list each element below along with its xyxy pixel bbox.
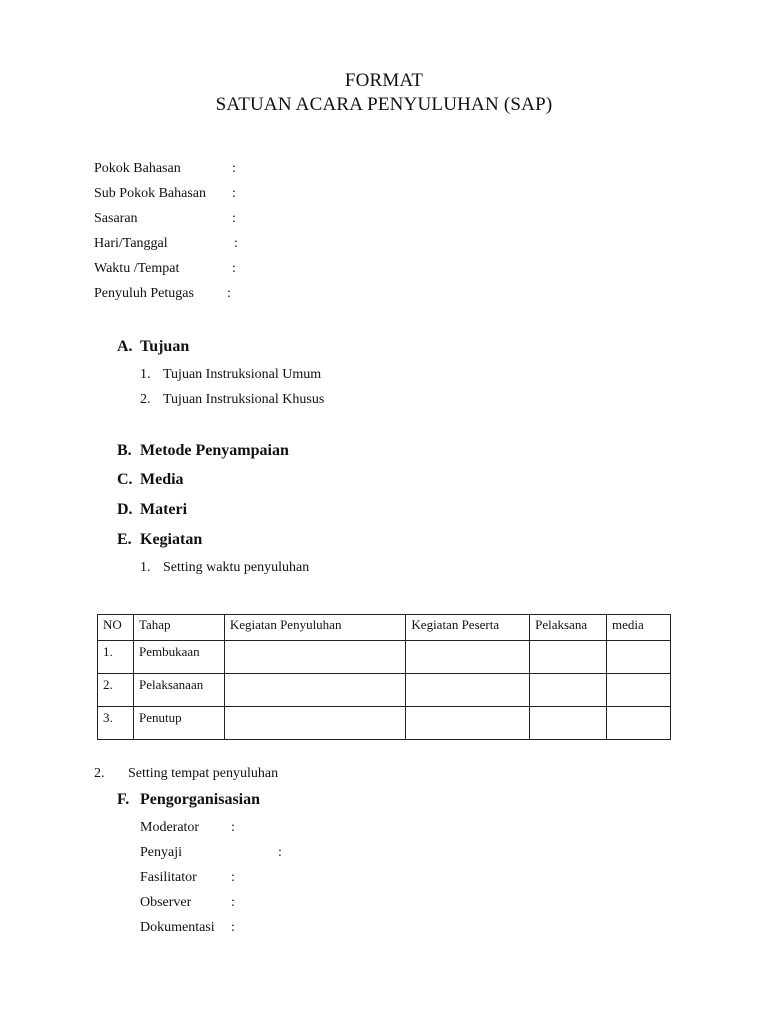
section-letter: B. xyxy=(117,442,132,459)
cell-tahap: Pelaksanaan xyxy=(133,674,224,707)
section-title: Tujuan xyxy=(140,338,190,355)
list-number: 1. xyxy=(140,560,151,575)
field-colon: : xyxy=(232,261,236,276)
column-header-kegiatan-penyuluhan: Kegiatan Penyuluhan xyxy=(224,615,406,641)
cell-no: 1. xyxy=(98,641,134,674)
list-text: Setting waktu penyuluhan xyxy=(163,560,310,575)
cell-empty xyxy=(607,641,671,674)
section-b-heading xyxy=(117,442,289,460)
list-number: 2. xyxy=(94,766,105,781)
column-header-kegiatan-peserta: Kegiatan Peserta xyxy=(406,615,530,641)
section-title: Metode Penyampaian xyxy=(140,442,289,459)
field-label-penyuluh-petugas: Penyuluh Petugas xyxy=(94,286,194,301)
column-header-no: NO xyxy=(98,615,134,641)
list-item-tujuan-umum xyxy=(140,367,321,383)
list-number: 1. xyxy=(140,367,151,382)
cell-empty xyxy=(224,707,406,740)
column-header-pelaksana: Pelaksana xyxy=(530,615,607,641)
field-label-pokok-bahasan: Pokok Bahasan xyxy=(94,161,181,176)
document-title-sap: SATUAN ACARA PENYULUHAN (SAP) xyxy=(215,94,553,115)
org-label-observer: Observer xyxy=(140,895,192,910)
field-colon: : xyxy=(231,895,235,910)
section-letter: D. xyxy=(117,501,133,518)
field-colon: : xyxy=(231,920,235,935)
cell-empty xyxy=(406,641,530,674)
cell-empty xyxy=(224,641,406,674)
activity-table xyxy=(97,614,671,740)
field-label-hari-tanggal: Hari/Tanggal xyxy=(94,236,168,251)
field-colon: : xyxy=(231,820,235,835)
section-title: Pengorganisasian xyxy=(140,791,261,808)
cell-tahap: Pembukaan xyxy=(133,641,224,674)
table-row xyxy=(98,707,671,740)
table-row xyxy=(98,641,671,674)
cell-empty xyxy=(530,641,607,674)
section-e-heading xyxy=(117,531,202,549)
column-header-tahap: Tahap xyxy=(133,615,224,641)
list-text: Tujuan Instruksional Khusus xyxy=(163,392,325,407)
cell-no: 2. xyxy=(98,674,134,707)
list-text: Tujuan Instruksional Umum xyxy=(163,367,322,382)
section-c-heading xyxy=(117,471,184,489)
list-number: 2. xyxy=(140,392,151,407)
document-title-format: FORMAT xyxy=(344,70,424,91)
field-colon: : xyxy=(234,236,238,251)
cell-empty xyxy=(224,674,406,707)
cell-empty xyxy=(607,674,671,707)
section-title: Media xyxy=(140,471,184,488)
column-header-media: media xyxy=(607,615,671,641)
section-letter: A. xyxy=(117,338,133,355)
table-header-row xyxy=(98,615,671,641)
field-label-waktu-tempat: Waktu /Tempat xyxy=(94,261,180,276)
org-label-moderator: Moderator xyxy=(140,820,200,835)
cell-empty xyxy=(406,674,530,707)
org-label-dokumentasi: Dokumentasi xyxy=(140,920,215,935)
section-title: Materi xyxy=(140,501,188,518)
field-colon: : xyxy=(227,286,231,301)
section-d-heading xyxy=(117,501,187,519)
cell-empty xyxy=(530,674,607,707)
field-colon: : xyxy=(232,211,236,226)
cell-empty xyxy=(607,707,671,740)
field-label-sasaran: Sasaran xyxy=(94,211,138,226)
cell-no: 3. xyxy=(98,707,134,740)
section-letter: E. xyxy=(117,531,132,548)
cell-tahap: Penutup xyxy=(133,707,224,740)
field-colon: : xyxy=(231,870,235,885)
cell-empty xyxy=(406,707,530,740)
section-a-heading xyxy=(117,338,189,356)
list-item-tujuan-khusus xyxy=(140,392,324,408)
org-label-fasilitator: Fasilitator xyxy=(140,870,197,885)
list-text: Setting tempat penyuluhan xyxy=(128,766,279,781)
section-letter: F. xyxy=(117,791,130,808)
section-title: Kegiatan xyxy=(140,531,203,548)
field-colon: : xyxy=(232,186,236,201)
org-label-penyaji: Penyaji xyxy=(140,845,182,860)
section-f-heading xyxy=(117,791,260,809)
list-item-setting-waktu xyxy=(140,560,309,576)
field-colon: : xyxy=(232,161,236,176)
list-item-setting-tempat xyxy=(94,766,278,782)
field-colon: : xyxy=(278,845,282,860)
table-row xyxy=(98,674,671,707)
field-label-sub-pokok-bahasan: Sub Pokok Bahasan xyxy=(94,186,206,201)
section-letter: C. xyxy=(117,471,133,488)
cell-empty xyxy=(530,707,607,740)
